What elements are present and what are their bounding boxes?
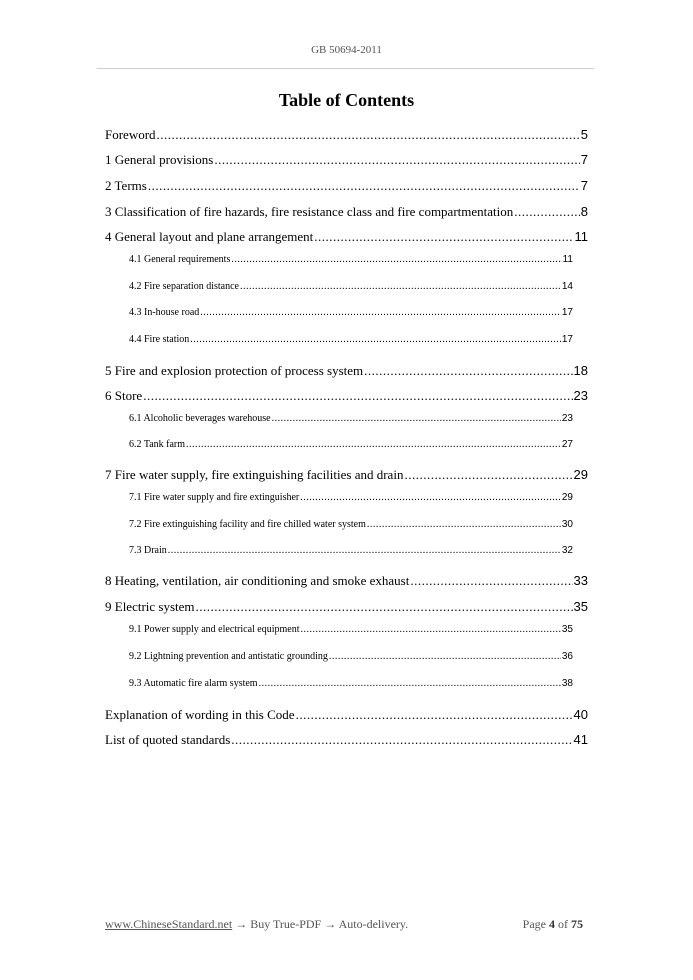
toc-entry-5[interactable]	[105, 363, 588, 379]
toc-entry-9-2[interactable]	[129, 651, 573, 662]
toc-entry-7[interactable]	[105, 467, 588, 483]
toc-entry-page: 36	[561, 651, 573, 662]
toc-entry-page: 17	[561, 307, 573, 318]
toc-entry-title: 4.4 Fire station	[129, 334, 190, 345]
toc-entry-title: 4.3 In-house road	[129, 307, 200, 318]
toc-entry-title: 7 Fire water supply, fire extinguishing facilities and drain	[105, 467, 404, 482]
toc-entry-7-3[interactable]	[129, 545, 573, 556]
arrow-right-icon: →	[235, 917, 248, 931]
toc-entry-title: 2 Terms	[105, 178, 147, 193]
toc-entry-6-2[interactable]	[129, 439, 573, 450]
footer-promo	[105, 917, 408, 932]
toc-leader-dots	[157, 127, 580, 143]
toc-entry-page: 30	[561, 519, 573, 530]
toc-entry-page: 29	[561, 492, 573, 503]
toc-entry-page: 32	[561, 545, 573, 556]
page-label: Page	[522, 917, 546, 931]
toc-entry-title: 7.2 Fire extinguishing facility and fire chilled water system	[129, 519, 366, 530]
toc-leader-dots	[272, 413, 561, 424]
site-link[interactable]: www.ChineseStandard.net	[105, 917, 233, 931]
toc-leader-dots	[410, 573, 572, 589]
arrow-right-icon: →	[324, 917, 337, 931]
page-header	[0, 44, 693, 56]
toc-leader-dots	[329, 651, 561, 662]
header-divider	[97, 68, 594, 69]
toc-leader-dots	[301, 624, 561, 635]
toc-entry-2[interactable]	[105, 178, 588, 194]
toc-entry-title: 6.1 Alcoholic beverages warehouse	[129, 413, 271, 424]
toc-entry-3[interactable]	[105, 204, 588, 220]
toc-entry-7-1[interactable]	[129, 492, 573, 503]
toc-entry-4[interactable]	[105, 229, 588, 245]
toc-entry-quoted-standards[interactable]	[105, 732, 588, 748]
page-number	[523, 917, 583, 932]
page-title: Table of Contents	[278, 90, 415, 110]
toc-leader-dots	[231, 732, 572, 748]
toc-leader-dots	[214, 152, 579, 168]
toc-entry-title: 5 Fire and explosion protection of process system	[105, 363, 364, 378]
toc-entry-6-1[interactable]	[129, 413, 573, 424]
toc-leader-dots	[200, 307, 561, 318]
toc-leader-dots	[231, 254, 561, 265]
toc-entry-title: 3 Classification of fire hazards, fire resistance class and fire compartmentation	[105, 204, 514, 219]
page-total: 75	[571, 917, 583, 931]
toc-entry-title: 1 General provisions	[105, 152, 214, 167]
toc-entry-9-1[interactable]	[129, 624, 573, 635]
toc-entry-page: 11	[574, 229, 588, 244]
buy-pdf-link[interactable]: Buy True-PDF	[250, 917, 322, 931]
toc-leader-dots	[240, 281, 561, 292]
toc-leader-dots	[300, 492, 561, 503]
toc-entry-6[interactable]	[105, 388, 588, 404]
toc-entry-title: List of quoted standards	[105, 732, 231, 747]
toc-entry-4-1[interactable]	[129, 254, 573, 265]
toc-leader-dots	[196, 599, 573, 615]
document-code: GB 50694-2011	[311, 44, 382, 56]
toc-leader-dots	[367, 519, 561, 530]
toc-entry-page: 41	[573, 732, 588, 747]
toc-entry-page: 40	[573, 707, 588, 722]
toc-entry-page: 11	[562, 254, 573, 265]
toc-leader-dots	[168, 545, 561, 556]
toc-entry-page: 23	[561, 413, 573, 424]
toc-entry-title: 6.2 Tank farm	[129, 439, 186, 450]
toc-entry-page: 35	[573, 599, 588, 614]
toc-entry-page: 33	[573, 573, 588, 588]
toc-entry-title: 8 Heating, ventilation, air conditioning and smoke exhaust	[105, 573, 410, 588]
auto-delivery-text: Auto-delivery.	[338, 917, 409, 931]
toc-entry-1[interactable]	[105, 152, 588, 168]
toc-entry-page: 35	[561, 624, 573, 635]
toc-leader-dots	[259, 678, 561, 689]
toc-entry-page: 29	[573, 467, 588, 482]
toc-leader-dots	[186, 439, 561, 450]
toc-entry-title: 7.3 Drain	[129, 545, 167, 556]
toc-entry-9-3[interactable]	[129, 678, 573, 689]
toc-entry-page: 7	[580, 178, 588, 193]
toc-leader-dots	[314, 229, 573, 245]
toc-entry-title: 4.1 General requirements	[129, 254, 231, 265]
toc-entry-title: 9.2 Lightning prevention and antistatic grounding	[129, 651, 328, 662]
toc-entry-title: 9.3 Automatic fire alarm system	[129, 678, 258, 689]
page-of-label: of	[558, 917, 568, 931]
page-current: 4	[549, 917, 555, 931]
toc-entry-title: 9.1 Power supply and electrical equipment	[129, 624, 300, 635]
toc-leader-dots	[148, 178, 580, 194]
toc-leader-dots	[143, 388, 572, 404]
toc-entry-title: Foreword	[105, 127, 156, 142]
toc-entry-title: Explanation of wording in this Code	[105, 707, 295, 722]
toc-leader-dots	[296, 707, 573, 723]
toc-entry-page: 27	[561, 439, 573, 450]
toc-entry-page: 17	[561, 334, 573, 345]
toc-entry-page: 8	[580, 204, 588, 219]
toc-entry-4-3[interactable]	[129, 307, 573, 318]
toc-entry-4-2[interactable]	[129, 281, 573, 292]
toc-entry-title: 6 Store	[105, 388, 143, 403]
toc-entry-4-4[interactable]	[129, 334, 573, 345]
toc-entry-title: 4 General layout and plane arrangement	[105, 229, 314, 244]
toc-entry-title: 7.1 Fire water supply and fire extinguisher	[129, 492, 300, 503]
toc-entry-7-2[interactable]	[129, 519, 573, 530]
toc-leader-dots	[404, 467, 572, 483]
toc-entry-page: 18	[573, 363, 588, 378]
toc-leader-dots	[514, 204, 580, 220]
toc-entry-page: 7	[580, 152, 588, 167]
toc-leader-dots	[364, 363, 572, 379]
toc-entry-8[interactable]	[105, 573, 588, 589]
toc-entry-explanation[interactable]	[105, 707, 588, 723]
toc-entry-page: 38	[561, 678, 573, 689]
toc-entry-title: 4.2 Fire separation distance	[129, 281, 239, 292]
toc-entry-title: 9 Electric system	[105, 599, 195, 614]
toc-entry-page: 23	[573, 388, 588, 403]
toc-entry-page: 14	[561, 281, 573, 292]
toc-entry-foreword[interactable]	[105, 127, 588, 143]
toc-entry-9[interactable]	[105, 599, 588, 615]
toc-leader-dots	[190, 334, 561, 345]
toc-entry-page: 5	[580, 127, 588, 142]
